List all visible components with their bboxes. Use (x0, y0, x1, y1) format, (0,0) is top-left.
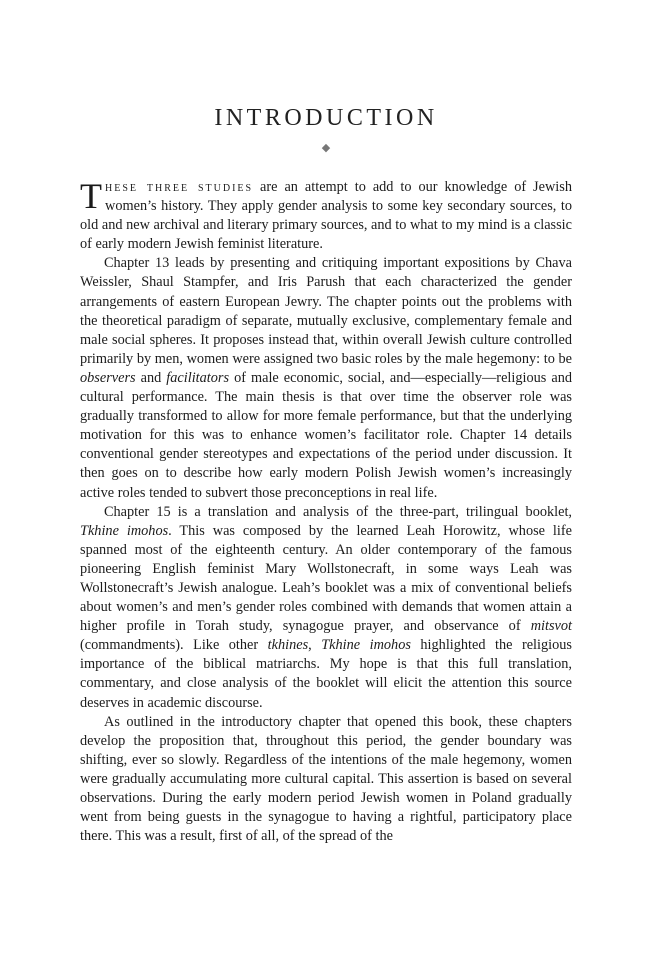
italic-tkhine-imohos-2: Tkhine imohos (321, 637, 411, 654)
paragraph-3-text-b: . This was composed by the learned Leah Horowitz, whose life spanned most of the eighteenth century. An older contemporary of the famous pioneering English feminist Mary Wollstonecraft, in some ways Leah was Wollstonecraft’s Jewish analogue. Leah’s booklet was a mix of conventional beliefs about women’s and men’s gender roles combined with demands that women attain a higher profile in Torah study, synagogue prayer, and observance of (80, 522, 572, 635)
paragraph-3-text-d: , (308, 637, 322, 654)
paragraph-1 (80, 178, 572, 254)
italic-mitsvot: mitsvot (530, 618, 572, 635)
paragraph-3-text-a: Chapter 15 is a translation and analysis of the three-part, trilingual booklet, (104, 503, 572, 520)
diamond-ornament-icon: ◆ (321, 141, 331, 154)
drop-cap: T (80, 176, 102, 216)
paragraph-2-text-b: and (135, 369, 167, 386)
paragraph-2-text-c: of male economic, social, and—especially—religious and cultural performance. The main thesis is that over time the observer role was gradually transformed to allow for more female performance, but that the underlying motivation for this was to enhance women’s facilitator role. Chapter 14 details conventional gender stereotypes and expectations of the period under discussion. It then goes on to describe how early modern Polish Jewish women’s increasingly active roles tended to subvert those preconceptions in real life. (80, 369, 572, 501)
paragraph-1-text: are an attempt to add to our knowledge of Jewish women’s history. They apply gender analysis to some key secondary sources, to old and new archival and literary primary sources, and to what to my mind is a classic of early modern Jewish feminist literature. (80, 179, 572, 253)
lead-in-small-caps: hese three studies (105, 180, 254, 195)
paragraph-4: As outlined in the introductory chapter that opened this book, these chapters develop the proposition that, throughout this period, the gender boundary was shifting, ever so slowly. Regardless of the intentions of the male hegemony, women were gradually accumulating more cultural capital. This assertion is based on several observations. During the early modern period Jewish women in Poland gradually went from being guests in the synagogue to having a rightful, participatory place there. This was a result, first of all, of the spread of the (80, 713, 572, 845)
italic-observers: observers (80, 369, 136, 386)
paragraph-3-text-e: highlighted the religious importance of the biblical matriarchs. My hope is that this full translation, commentary, and close analysis of the booklet will elicit the attention this source deserves in academic discourse. (80, 637, 572, 711)
paragraph-3 (80, 503, 572, 713)
page (80, 100, 572, 846)
paragraph-3-text-c: (commandments). Like other (80, 637, 268, 654)
italic-facilitators: facilitators (166, 369, 230, 386)
paragraph-2-text-a: Chapter 13 leads by presenting and critiquing important expositions by Chava Weissler, Shaul Stampfer, and Iris Parush that each characterized the gender arrangements of eastern European Jewry. The chapter points out the problems with the theoretical paradigm of separate, mutually exclusive, complementary female and male social spheres. It proposes instead that, within overall Jewish culture controlled primarily by men, women were assigned two basic roles by the male hegemony: to be (80, 255, 572, 367)
chapter-title: INTRODUCTION (214, 105, 438, 131)
paragraph-2 (80, 254, 572, 502)
italic-tkhine-imohos: Tkhine imohos (80, 522, 169, 539)
body-text (80, 178, 572, 846)
italic-tkhines: tkhines (267, 637, 309, 654)
